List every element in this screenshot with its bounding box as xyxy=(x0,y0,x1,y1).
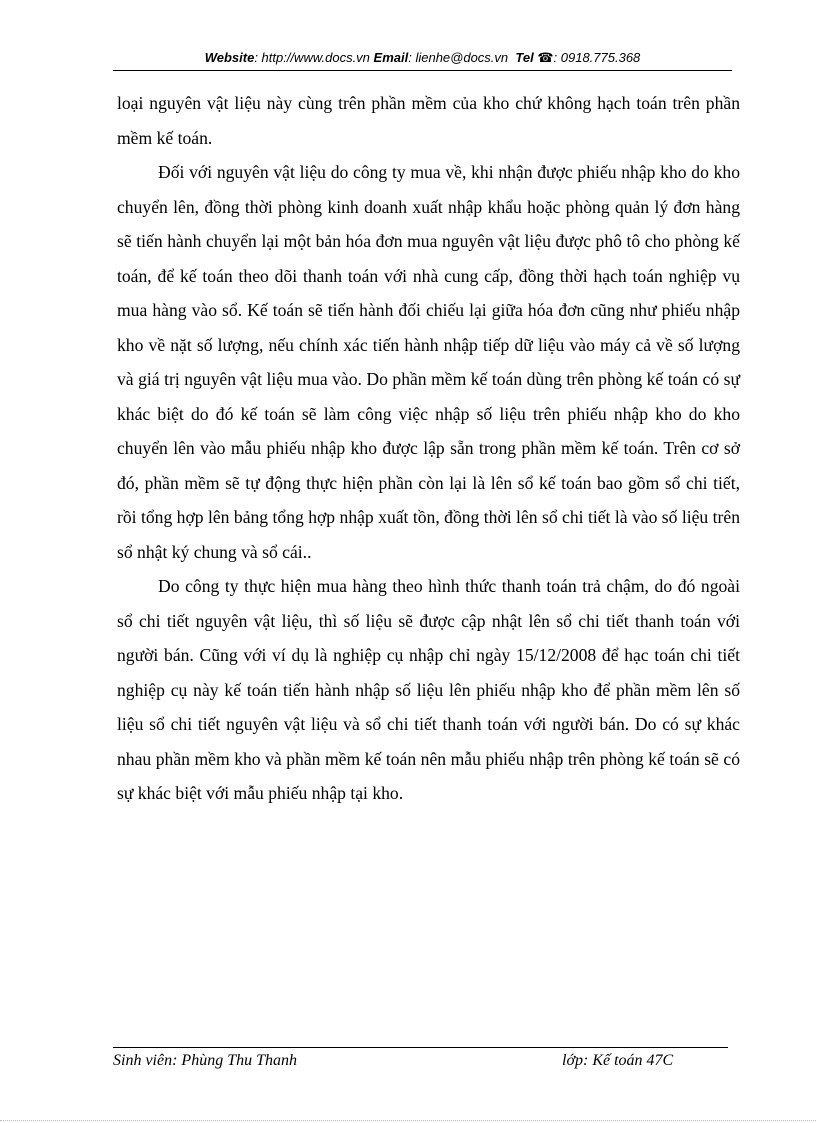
paragraph-2: Đối với nguyên vật liệu do công ty mua về, khi nhận được phiếu nhập kho do kho chuyển lên, đồng thời phòng kinh doanh xuất nhập khẩu hoặc phòng quản lý đơn hàng sẽ tiến hành chuyển lại một bản hóa đơn mua nguyên vật liệu được phô tô cho phòng kế toán, để kế toán theo dõi thanh toán với nhà cung cấp, đồng thời hạch toán nghiệp vụ mua hàng vào sổ. Kế toán sẽ tiến hành đối chiếu lại giữa hóa đơn cũng như phiếu nhập kho về nặt số lượng, nếu chính xác tiến hành nhập tiếp dữ liệu vào máy cả về số lượng và giá trị nguyên vật liệu mua vào. Do phần mềm kế toán dùng trên phòng kế toán có sự khác biệt do đó kế toán sẽ làm công việc nhập số liệu trên phiếu nhập kho do kho chuyển lên vào mẫu phiếu nhập kho được lập sẵn trong phần mềm kế toán. Trên cơ sở đó, phần mềm sẽ tự động thực hiện phần còn lại là lên sổ kế toán bao gồm sổ chi tiết, rồi tổng hợp lên bảng tổng hợp nhập xuất tồn, đồng thời lên sổ chi tiết là vào số liệu trên sổ nhật ký chung và sổ cái.. xyxy=(117,162,740,562)
footer-divider xyxy=(113,1047,728,1048)
paragraph-3: Do công ty thực hiện mua hàng theo hình thức thanh toán trả chậm, do đó ngoài sổ chi tiết nguyên vật liệu, thì số liệu sẽ được cập nhật lên sổ chi tiết thanh toán với người bán. Cũng với ví dụ là nghiệp cụ nhập chỉ ngày 15/12/2008 để hạc toán chi tiết nghiệp cụ này kế toán tiến hành nhập số liệu lên phiếu nhập kho để phần mềm lên số liệu sổ chi tiết nguyên vật liệu và sổ chi tiết thanh toán với người bán. Do có sự khác nhau phần mềm kho và phần mềm kế toán nên mẫu phiếu nhập trên phòng kế toán sẽ có sự khác biệt với mẫu phiếu nhập tại kho. xyxy=(117,576,740,803)
header-divider xyxy=(113,70,732,71)
paragraph-1: loại nguyên vật liệu này cùng trên phần mềm của kho chứ không hạch toán trên phần mềm kế toán. xyxy=(117,93,740,148)
website-label: Website xyxy=(204,50,255,65)
email-label: Email xyxy=(373,50,409,65)
email-address[interactable]: : lienhe@docs.vn xyxy=(408,50,509,65)
tel-number: : 0918.775.368 xyxy=(553,50,641,65)
tel-label: Tel xyxy=(515,50,534,65)
footer-class: lớp: Kế toán 47C xyxy=(562,1052,674,1069)
page-boundary xyxy=(0,1120,816,1121)
document-body xyxy=(117,86,740,811)
website-url[interactable]: : http://www.docs.vn xyxy=(254,50,370,65)
page-header xyxy=(113,50,732,66)
phone-icon: ☎ xyxy=(537,50,554,65)
footer-student: Sinh viên: Phùng Thu Thanh xyxy=(113,1052,297,1069)
